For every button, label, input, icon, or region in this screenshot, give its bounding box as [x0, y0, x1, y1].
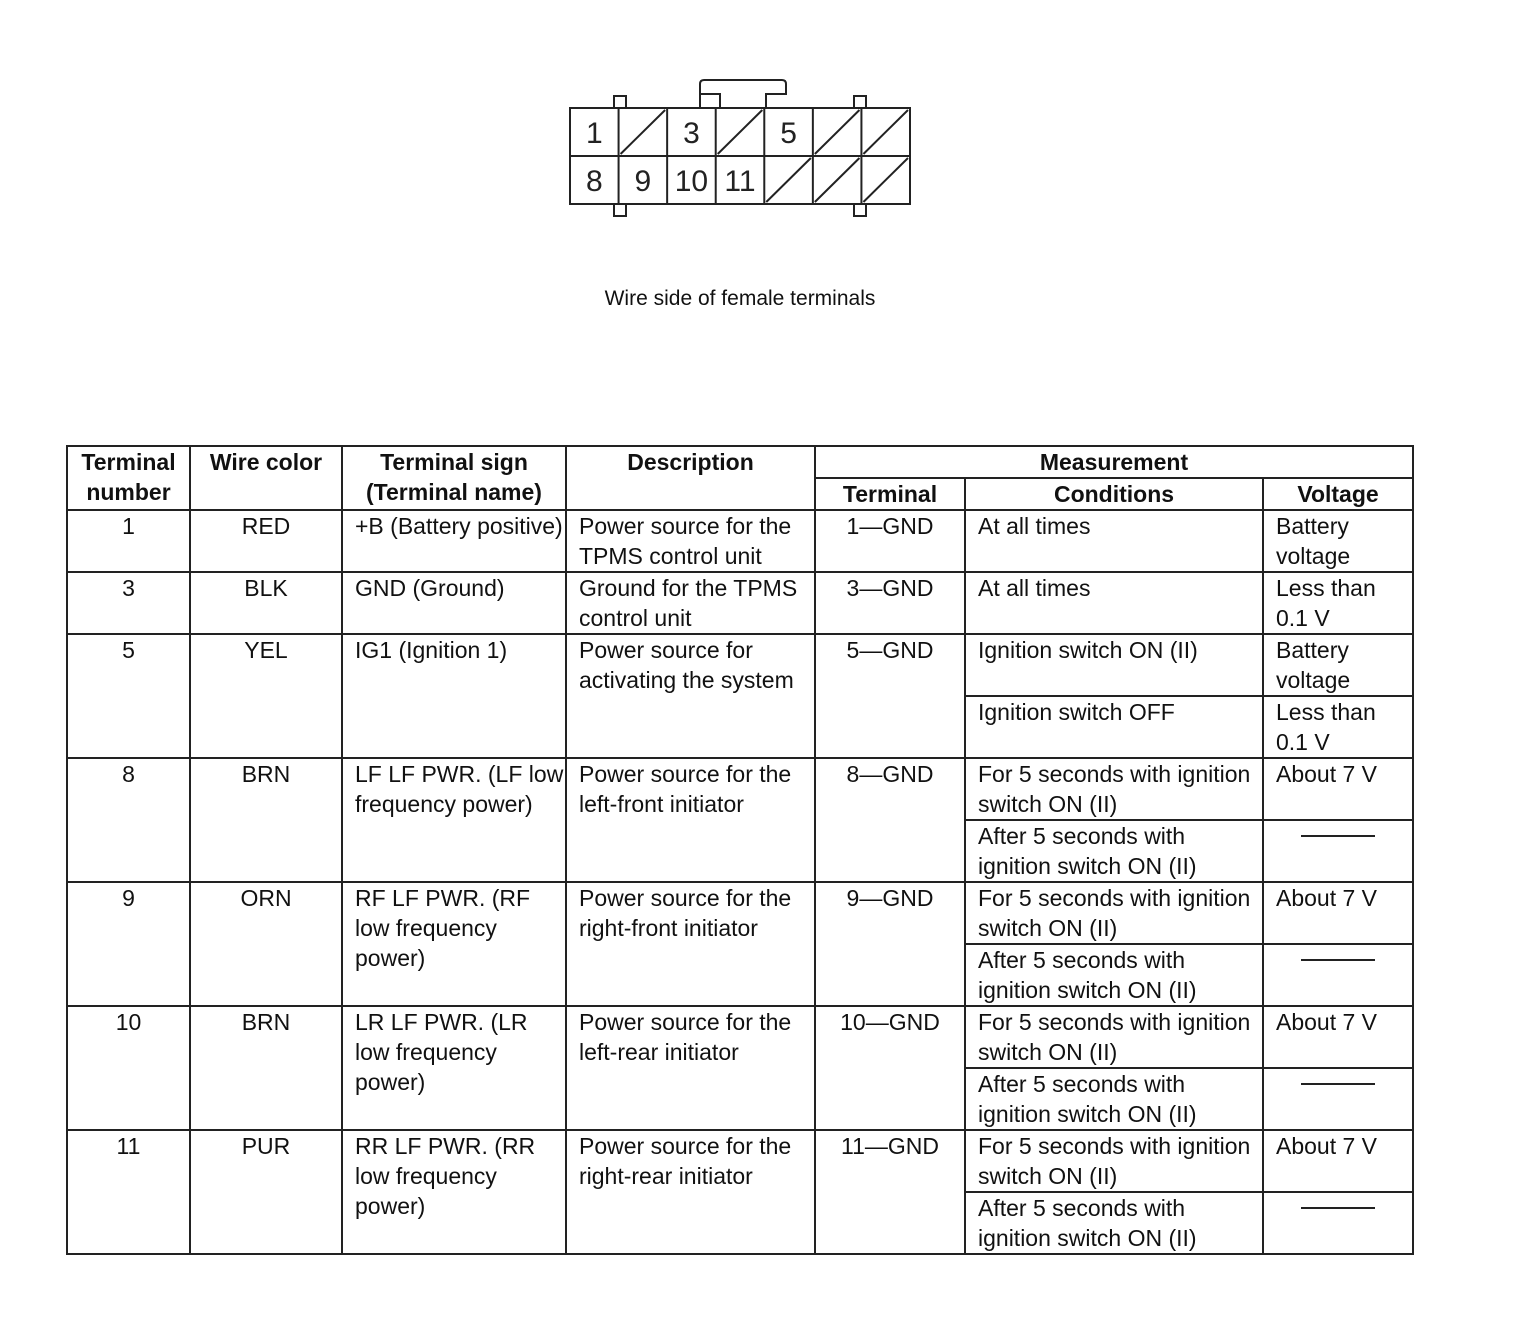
cell-voltage — [1263, 944, 1413, 1006]
cell-condition: Ignition switch OFF — [965, 696, 1263, 758]
header-voltage: Voltage — [1263, 478, 1413, 510]
cell-terminal-number: 8 — [67, 758, 190, 882]
cell-description: Power source for the left-rear initiator — [566, 1006, 815, 1130]
cell-description: Power source for the TPMS control unit — [566, 510, 815, 572]
cell-voltage: About 7 V — [1263, 758, 1413, 820]
cell-terminal-number: 9 — [67, 882, 190, 1006]
cell-terminal-sign: LF LF PWR. (LF low frequency power) — [342, 758, 566, 882]
cell-terminal-number: 3 — [67, 572, 190, 634]
cell-wire-color: ORN — [190, 882, 342, 1006]
cell-voltage — [1263, 820, 1413, 882]
cell-terminal-sign: GND (Ground) — [342, 572, 566, 634]
cell-measure-terminal: 5—GND — [815, 634, 965, 758]
table-row — [67, 1006, 1413, 1068]
cell-condition: For 5 seconds with ignition switch ON (II) — [965, 758, 1263, 820]
cell-measure-terminal: 11—GND — [815, 1130, 965, 1254]
table-row — [67, 882, 1413, 944]
header-terminal: Terminal — [815, 478, 965, 510]
header-measurement: Measurement — [815, 446, 1413, 478]
cell-condition: For 5 seconds with ignition switch ON (II) — [965, 1006, 1263, 1068]
connector-diagram — [560, 70, 920, 230]
cell-voltage: Battery voltage — [1263, 510, 1413, 572]
connector-terminal-10: 10 — [674, 165, 709, 198]
cell-voltage: Battery voltage — [1263, 634, 1413, 696]
cell-terminal-sign: +B (Battery positive) — [342, 510, 566, 572]
cell-terminal-sign: IG1 (Ignition 1) — [342, 634, 566, 758]
header-conditions: Conditions — [965, 478, 1263, 510]
cell-voltage — [1263, 1068, 1413, 1130]
cell-condition: After 5 seconds with ignition switch ON (II) — [965, 944, 1263, 1006]
cell-description: Power source for activating the system — [566, 634, 815, 758]
header-terminal-sign: Terminal sign (Terminal name) — [342, 446, 566, 510]
header-description: Description — [566, 446, 815, 510]
dash-mark — [1301, 835, 1375, 837]
cell-condition: After 5 seconds with ignition switch ON (II) — [965, 1068, 1263, 1130]
connector-terminal-8: 8 — [585, 165, 603, 198]
connector-caption: Wire side of female terminals — [604, 287, 876, 310]
cell-measure-terminal: 3—GND — [815, 572, 965, 634]
terminal-spec-table — [66, 445, 1414, 1255]
cell-condition: At all times — [965, 510, 1263, 572]
cell-voltage: About 7 V — [1263, 1130, 1413, 1192]
table-row — [67, 634, 1413, 696]
cell-voltage: About 7 V — [1263, 882, 1413, 944]
dash-mark — [1301, 1083, 1375, 1085]
cell-condition: Ignition switch ON (II) — [965, 634, 1263, 696]
cell-voltage: Less than 0.1 V — [1263, 696, 1413, 758]
cell-terminal-sign: RR LF PWR. (RR low frequency power) — [342, 1130, 566, 1254]
header-wire-color: Wire color — [190, 446, 342, 510]
cell-wire-color: PUR — [190, 1130, 342, 1254]
cell-voltage: About 7 V — [1263, 1006, 1413, 1068]
cell-description: Power source for the left-front initiator — [566, 758, 815, 882]
cell-wire-color: BRN — [190, 1006, 342, 1130]
connector-terminal-9: 9 — [634, 165, 652, 198]
cell-measure-terminal: 8—GND — [815, 758, 965, 882]
cell-voltage — [1263, 1192, 1413, 1254]
connector-terminal-3: 3 — [683, 117, 700, 150]
dash-mark — [1301, 1207, 1375, 1209]
cell-terminal-number: 11 — [67, 1130, 190, 1254]
table-row — [67, 510, 1413, 572]
cell-description: Ground for the TPMS control unit — [566, 572, 815, 634]
cell-wire-color: BRN — [190, 758, 342, 882]
cell-terminal-number: 10 — [67, 1006, 190, 1130]
dash-mark — [1301, 959, 1375, 961]
cell-terminal-number: 5 — [67, 634, 190, 758]
cell-condition: After 5 seconds with ignition switch ON (II) — [965, 820, 1263, 882]
header-terminal-number: Terminal number — [67, 446, 190, 510]
cell-condition: After 5 seconds with ignition switch ON (II) — [965, 1192, 1263, 1254]
table-row — [67, 758, 1413, 820]
table-row — [67, 572, 1413, 634]
cell-measure-terminal: 1—GND — [815, 510, 965, 572]
cell-voltage: Less than 0.1 V — [1263, 572, 1413, 634]
cell-description: Power source for the right-front initiator — [566, 882, 815, 1006]
cell-terminal-sign: LR LF PWR. (LR low frequency power) — [342, 1006, 566, 1130]
cell-terminal-number: 1 — [67, 510, 190, 572]
cell-condition: For 5 seconds with ignition switch ON (II) — [965, 1130, 1263, 1192]
cell-measure-terminal: 9—GND — [815, 882, 965, 1006]
cell-measure-terminal: 10—GND — [815, 1006, 965, 1130]
connector-terminal-5: 5 — [780, 117, 797, 150]
cell-wire-color: YEL — [190, 634, 342, 758]
connector-terminal-11: 11 — [724, 165, 756, 198]
cell-wire-color: RED — [190, 510, 342, 572]
table-row — [67, 1130, 1413, 1192]
cell-condition: For 5 seconds with ignition switch ON (II) — [965, 882, 1263, 944]
cell-condition: At all times — [965, 572, 1263, 634]
connector-terminal-1: 1 — [585, 117, 603, 150]
cell-wire-color: BLK — [190, 572, 342, 634]
cell-terminal-sign: RF LF PWR. (RF low frequency power) — [342, 882, 566, 1006]
cell-description: Power source for the right-rear initiator — [566, 1130, 815, 1254]
